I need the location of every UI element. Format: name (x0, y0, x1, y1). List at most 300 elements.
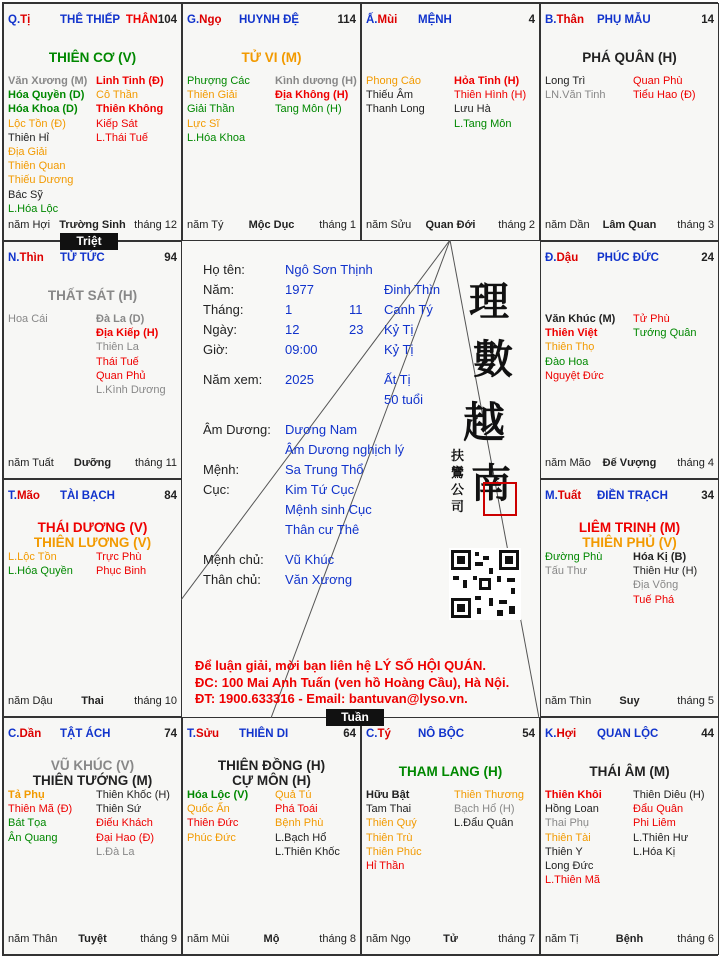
center-info-panel (181, 240, 539, 718)
contact-line-3: ĐT: 1900.633316 - Email: bantuvan@lyso.vn. (195, 691, 468, 706)
minor-star: Thiên Quý (366, 817, 417, 830)
ngay-duong: 12 (285, 322, 300, 337)
life-phase: Mộ (263, 933, 280, 945)
minor-star: Thiên Hư (H) (633, 565, 698, 578)
minor-star: L.Lộc Tồn (8, 551, 57, 563)
ngay-am: 23 (349, 322, 364, 337)
seal-small-text: 扶 鸞 公 司 (451, 449, 465, 515)
minor-star: Hoa Cái (8, 313, 48, 325)
limit-year: năm Tý (187, 219, 224, 231)
earthly-branch: Tý (377, 728, 391, 740)
minor-star: Thanh Long (366, 103, 425, 116)
minor-star: Hóa Khoa (D) (8, 103, 78, 116)
minor-star: Phúc Đức (187, 831, 236, 844)
palace-footer (545, 457, 714, 471)
palace-cell-thien-di (182, 717, 361, 955)
minor-star: Phục Binh (96, 565, 147, 578)
minor-star: Hồng Loan (545, 803, 599, 816)
minor-star: Long Đức (545, 860, 594, 873)
minor-star: Địa Không (H) (275, 89, 349, 102)
minor-star: Phi Liêm (633, 817, 676, 830)
calligraphy-char-2: 數 (473, 336, 513, 383)
limit-month: tháng 4 (677, 457, 714, 469)
limit-month: tháng 8 (319, 933, 356, 945)
heavenly-stem: T. (8, 490, 17, 502)
minor-stars-left (8, 312, 96, 326)
heavenly-stem: Q. (8, 14, 21, 26)
minor-star: Phá Toái (275, 803, 318, 816)
minor-star: Văn Xương (M) (8, 75, 88, 87)
life-phase: Thai (81, 695, 104, 707)
minor-star: Thiếu Âm (366, 89, 414, 102)
nam-value: 1977 (285, 282, 314, 297)
palace-footer (545, 695, 714, 709)
minor-star: Đường Phù (545, 551, 603, 563)
minor-star: Hóa Kị (B) (633, 551, 687, 563)
earthly-branch: Sửu (195, 728, 219, 740)
minor-star: Thiên Thương (454, 789, 525, 801)
minor-star: Phong Cáo (366, 75, 422, 87)
minor-star: Quan Phù (633, 75, 683, 87)
palace-header (8, 490, 177, 504)
palace-name: NÔ BỘC (418, 728, 464, 740)
age-number: 84 (164, 490, 177, 502)
minor-stars-right (454, 788, 539, 831)
limit-year: năm Tuất (8, 457, 54, 469)
earthly-branch: Hợi (556, 728, 577, 740)
minor-star: Trực Phù (96, 551, 142, 563)
gio-label: Giờ: (203, 342, 229, 357)
heavenly-stem: Ấ. (366, 14, 378, 26)
nam-xem-label: Năm xem: (203, 372, 263, 387)
nam-can-chi: Đinh Thìn (384, 282, 441, 297)
limit-year: năm Dậu (8, 695, 53, 707)
minor-star: Long Trì (545, 75, 586, 87)
am-duong-2: Âm Dương nghịch lý (285, 442, 405, 457)
age-number: 44 (701, 728, 714, 740)
minor-star: Quốc Ấn (187, 803, 230, 816)
minor-star: Kình dương (H) (275, 75, 357, 87)
minor-stars-left (366, 788, 454, 873)
minor-star: L.Hóa Kị (633, 845, 676, 858)
minor-star: Thiên Tài (545, 831, 591, 844)
limit-year: năm Thìn (545, 695, 592, 707)
limit-year: năm Mùi (187, 933, 230, 945)
limit-year: năm Tị (545, 933, 579, 945)
minor-star: Tướng Quân (633, 327, 697, 340)
minor-star: Thiên Diêu (H) (633, 789, 705, 801)
menh-chu-label: Mệnh chủ: (203, 552, 264, 567)
minor-star: Thiên Việt (545, 327, 598, 340)
main-star: THIÊN LƯƠNG (V) (33, 535, 152, 550)
palace-header (545, 252, 714, 266)
minor-star: Hỏa Tinh (H) (454, 75, 520, 87)
minor-star: Bạch Hổ (H) (454, 803, 515, 816)
ho-ten-value: Ngô Sơn Thịnh (285, 262, 373, 277)
age-number: 94 (164, 252, 177, 264)
palace-footer (366, 933, 535, 947)
age-number: 14 (701, 14, 714, 26)
contact-line-1: Để luận giải, mời bạn liên hệ LÝ SỐ HỘI QUÁN. (195, 658, 486, 673)
thang-label: Tháng: (203, 302, 244, 317)
minor-stars-left (545, 74, 633, 102)
minor-star: Bác Sỹ (8, 188, 43, 201)
minor-stars-right (275, 74, 360, 117)
limit-month: tháng 9 (140, 933, 177, 945)
than-chu-label: Thân chủ: (203, 572, 261, 587)
limit-month: tháng 6 (677, 933, 714, 945)
minor-star: Tam Thai (366, 803, 412, 816)
minor-star: Đẩu Quân (633, 803, 684, 816)
palace-cell-tu-tuc (3, 241, 182, 479)
life-phase: Dưỡng (73, 457, 112, 469)
palace-age-number (343, 728, 356, 740)
earthly-branch: Ngọ (199, 14, 222, 26)
cuc-2: Mệnh sinh Cục (285, 502, 372, 517)
than-chu-value: Văn Xương (285, 572, 353, 587)
palace-footer (187, 219, 356, 233)
life-phase: Suy (619, 695, 640, 707)
red-seal-stamp (483, 482, 517, 516)
minor-star: L.Đẩu Quân (454, 817, 514, 830)
minor-star: L.Thiên Khốc (275, 845, 340, 858)
palace-cell-huynh-de (182, 3, 361, 241)
tuan-tag: Tuần (326, 709, 384, 726)
palace-name: MỆNH (418, 14, 452, 26)
minor-star: Thiên Đức (187, 817, 239, 830)
main-star: THIÊN CƠ (V) (48, 50, 137, 65)
life-phase: Lâm Quan (602, 219, 657, 231)
palace-header (366, 728, 535, 742)
main-star: THIÊN PHỦ (V) (582, 535, 677, 550)
palace-age-number (701, 490, 714, 502)
main-star: PHÁ QUÂN (H) (582, 50, 677, 65)
palace-age-number (522, 728, 535, 740)
palace-header (187, 14, 356, 28)
palace-age-number (164, 728, 177, 740)
minor-star: L.Đà La (96, 845, 135, 858)
palace-cell-tat-ach (3, 717, 182, 955)
nam-xem-value: 2025 (285, 372, 314, 387)
minor-star: Hóa Quyền (D) (8, 89, 85, 102)
palace-position (8, 252, 44, 264)
minor-star: L.Thiên Mã (545, 874, 601, 887)
minor-star: Thai Phụ (545, 817, 590, 830)
palace-position (8, 728, 41, 740)
palace-cell-dien-trach (540, 479, 719, 717)
minor-star: Hỉ Thần (366, 860, 405, 873)
palace-age-number (701, 252, 714, 264)
minor-star: Thiên Phúc (366, 845, 422, 858)
main-star: THẤT SÁT (H) (47, 288, 138, 303)
minor-star: Quan Phủ (96, 369, 146, 382)
minor-star: Thiên Y (545, 845, 583, 858)
palace-age-number (701, 14, 714, 26)
heavenly-stem: N. (8, 252, 20, 264)
minor-star: Bát Tọa (8, 817, 47, 830)
minor-star: Địa Kiếp (H) (96, 327, 159, 340)
limit-month: tháng 12 (134, 219, 177, 231)
minor-star: Thiên Hình (H) (454, 89, 527, 102)
minor-star: Lộc Tồn (Đ) (8, 117, 66, 130)
minor-star: Giải Thần (187, 103, 235, 116)
minor-stars-left (545, 312, 633, 383)
palace-name: QUAN LỘC (597, 728, 659, 740)
palace-position (545, 252, 578, 264)
palace-position (187, 14, 222, 26)
thang-am: 11 (349, 302, 363, 317)
menh-value: Sa Trung Thổ (285, 462, 364, 477)
limit-year: năm Sửu (366, 219, 412, 231)
minor-stars-left (187, 74, 275, 145)
palace-position (8, 14, 30, 26)
earthly-branch: Dần (19, 728, 42, 740)
minor-star: Hóa Lộc (V) (187, 789, 249, 801)
palace-name: PHỤ MẪU (597, 14, 651, 26)
ho-ten-label: Họ tên: (203, 262, 245, 277)
earthly-branch: Thìn (19, 252, 44, 264)
minor-star: Phượng Các (187, 75, 250, 87)
minor-stars-right (96, 788, 181, 859)
main-star: THIÊN ĐỒNG (H) (217, 758, 326, 773)
minor-star: Tả Phụ (8, 789, 45, 801)
life-phase: Quan Đới (425, 219, 476, 231)
cuc-label: Cục: (203, 482, 230, 497)
qr-code-icon (449, 548, 521, 620)
heavenly-stem: K. (545, 728, 557, 740)
minor-star: Thiên Thọ (545, 341, 595, 354)
palace-name: PHÚC ĐỨC (597, 252, 659, 264)
earthly-branch: Thân (556, 14, 584, 26)
minor-star: Ân Quang (8, 831, 58, 844)
minor-star: Thiên Sứ (96, 803, 142, 816)
ngay-label: Ngày: (203, 322, 237, 337)
limit-month: tháng 7 (498, 933, 535, 945)
ngay-can-chi: Kỷ Tị (384, 322, 414, 337)
minor-stars-left (366, 74, 454, 117)
limit-month: tháng 5 (677, 695, 714, 707)
minor-star: Thiên Mã (Đ) (8, 803, 73, 816)
age-number: 54 (522, 728, 535, 740)
heavenly-stem: C. (366, 728, 378, 740)
age-number: 64 (343, 728, 356, 740)
palace-cell-tai-bach (3, 479, 182, 717)
minor-star: L.Tang Môn (454, 117, 512, 130)
main-star: THÁI DƯƠNG (V) (37, 520, 148, 535)
minor-star: Thiên Trù (366, 831, 413, 844)
life-phase: Tuyệt (78, 933, 107, 945)
minor-star: Tang Môn (H) (275, 103, 342, 116)
main-star: THAM LANG (H) (398, 764, 503, 779)
minor-star: L.Thiên Hư (633, 831, 689, 844)
life-phase: Bệnh (615, 933, 644, 945)
minor-stars-left (8, 74, 96, 216)
minor-star: Linh Tinh (Đ) (96, 75, 164, 87)
minor-stars-right (96, 312, 181, 397)
minor-star: Quả Tú (275, 789, 312, 801)
gio-value: 09:00 (285, 342, 318, 357)
am-duong-1: Dương Nam (285, 422, 358, 437)
heavenly-stem: T. (187, 728, 196, 740)
minor-star: L.Hóa Quyền (8, 565, 73, 578)
palace-name: TỬ TỨC (60, 252, 105, 264)
palace-cell-menh (361, 3, 540, 241)
palace-name: TÀI BẠCH (60, 490, 115, 502)
palace-footer (187, 933, 356, 947)
minor-star: Thái Tuế (96, 355, 139, 368)
minor-stars-right (96, 74, 181, 145)
palace-position (545, 14, 584, 26)
minor-star: Thiên Khôi (545, 789, 602, 801)
body-palace-mark: THÂN (125, 14, 158, 26)
palace-header (545, 14, 714, 28)
minor-star: L.Bạch Hổ (275, 831, 327, 844)
minor-star: Thiên Giải (187, 89, 238, 102)
palace-footer (8, 933, 177, 947)
nam-xem-can-chi: Ất Tị (384, 372, 411, 387)
palace-cell-quan-loc (540, 717, 719, 955)
palace-position (545, 728, 576, 740)
menh-label: Mệnh: (203, 462, 240, 477)
minor-star: Tiểu Hao (Đ) (633, 89, 696, 102)
minor-star: Tử Phù (633, 313, 670, 325)
minor-star: Văn Khúc (M) (545, 313, 616, 325)
earthly-branch: Tuất (557, 490, 582, 502)
limit-year: năm Dần (545, 219, 590, 231)
main-star: CỰ MÔN (H) (232, 773, 311, 788)
earthly-branch: Dậu (556, 252, 579, 264)
palace-age-number (529, 14, 535, 26)
minor-star: Đại Hao (Đ) (96, 831, 155, 844)
palace-position (366, 14, 397, 26)
palace-header (8, 728, 177, 742)
palace-position (8, 490, 40, 502)
minor-star: Nguyệt Đức (545, 369, 604, 382)
palace-header (187, 728, 356, 742)
minor-star: Địa Giải (8, 146, 48, 159)
heavenly-stem: Đ. (545, 252, 557, 264)
minor-stars-left (545, 550, 633, 578)
limit-month: tháng 2 (498, 219, 535, 231)
life-phase: Tử (443, 933, 458, 945)
limit-month: tháng 11 (134, 457, 177, 469)
limit-month: tháng 1 (319, 219, 356, 231)
limit-year: năm Hợi (8, 219, 51, 231)
minor-star: Lưu Hà (454, 103, 491, 116)
palace-footer (8, 457, 177, 471)
palace-footer (8, 219, 177, 233)
life-phase: Trường Sinh (59, 219, 126, 231)
heavenly-stem: G. (187, 14, 200, 26)
minor-star: Thiên La (96, 341, 139, 354)
palace-position (545, 490, 581, 502)
palace-name: THÊ THIẾP (60, 14, 121, 26)
minor-star: Đà La (D) (96, 313, 145, 325)
minor-stars-right (633, 550, 718, 607)
minor-stars-left (545, 788, 633, 887)
palace-age-number (126, 14, 177, 26)
minor-star: Tấu Thư (545, 565, 588, 578)
age-number: 114 (337, 14, 356, 26)
life-phase: Mộc Dục (248, 219, 295, 231)
palace-cell-phuc-duc (540, 241, 719, 479)
minor-star: Điếu Khách (96, 817, 153, 830)
minor-star: Thiên Không (96, 103, 164, 116)
minor-star: Kiếp Sát (96, 117, 138, 130)
limit-year: năm Thân (8, 933, 58, 945)
menh-chu-value: Vũ Khúc (285, 552, 335, 567)
palace-age-number (164, 490, 177, 502)
main-star: LIÊM TRINH (M) (578, 520, 681, 535)
palace-name: ĐIỀN TRẠCH (597, 490, 668, 502)
age-number: 4 (528, 14, 535, 26)
limit-month: tháng 10 (134, 695, 177, 707)
cuc-3: Thân cư Thê (285, 522, 360, 537)
minor-stars-right (454, 74, 539, 131)
nam-label: Năm: (203, 282, 235, 297)
minor-star: Cô Thần (96, 89, 138, 102)
gio-can-chi: Kỷ Tị (384, 342, 414, 357)
palace-footer (366, 219, 535, 233)
palace-age-number (701, 728, 714, 740)
minor-star: Địa Võng (633, 579, 679, 592)
cuc-1: Kim Tứ Cục (285, 482, 355, 497)
heavenly-stem: C. (8, 728, 20, 740)
minor-star: L.Kình Dương (96, 384, 166, 397)
earthly-branch: Mão (16, 490, 40, 502)
minor-star: L.Thái Tuế (96, 131, 148, 144)
palace-footer (545, 219, 714, 233)
age-number: 24 (701, 252, 714, 264)
limit-year: năm Mão (545, 457, 591, 469)
minor-star: Thiên Hỉ (8, 131, 49, 144)
minor-star: Thiên Khốc (H) (96, 789, 170, 801)
palace-footer (8, 695, 177, 709)
palace-cell-no-boc (361, 717, 540, 955)
minor-stars-left (8, 550, 96, 578)
main-star: TỬ VI (M) (241, 50, 302, 65)
heavenly-stem: B. (545, 14, 557, 26)
minor-stars-right (633, 788, 718, 859)
limit-month: tháng 3 (677, 219, 714, 231)
limit-year: năm Ngọ (366, 933, 411, 945)
minor-stars-right (633, 312, 718, 340)
triet-tag: Triệt (60, 233, 118, 250)
contact-line-2: ĐC: 100 Mai Anh Tuấn (ven hồ Hoàng Cầu), Hà Nội. (195, 675, 510, 690)
minor-star: LN.Văn Tinh (545, 89, 606, 102)
minor-star: Đào Hoa (545, 355, 589, 368)
palace-header (545, 490, 714, 504)
earthly-branch: Mùi (377, 14, 398, 26)
palace-header (8, 252, 177, 266)
thang-duong: 1 (285, 302, 293, 317)
minor-stars-right (633, 74, 718, 102)
age-number: 104 (157, 14, 177, 26)
palace-position (187, 728, 219, 740)
minor-stars-left (187, 788, 275, 845)
minor-star: Thiếu Dương (8, 174, 74, 187)
main-star: THIÊN TƯỚNG (M) (32, 773, 153, 788)
minor-stars-right (96, 550, 181, 578)
minor-star: Lực Sĩ (187, 117, 220, 130)
minor-star: Thiên Quan (8, 160, 66, 173)
palace-position (366, 728, 391, 740)
minor-stars-left (8, 788, 96, 845)
palace-name: TẬT ÁCH (60, 728, 111, 740)
palace-cell-phu-mau (540, 3, 719, 241)
palace-header (8, 14, 177, 28)
thang-can-chi: Canh Tý (384, 302, 433, 317)
